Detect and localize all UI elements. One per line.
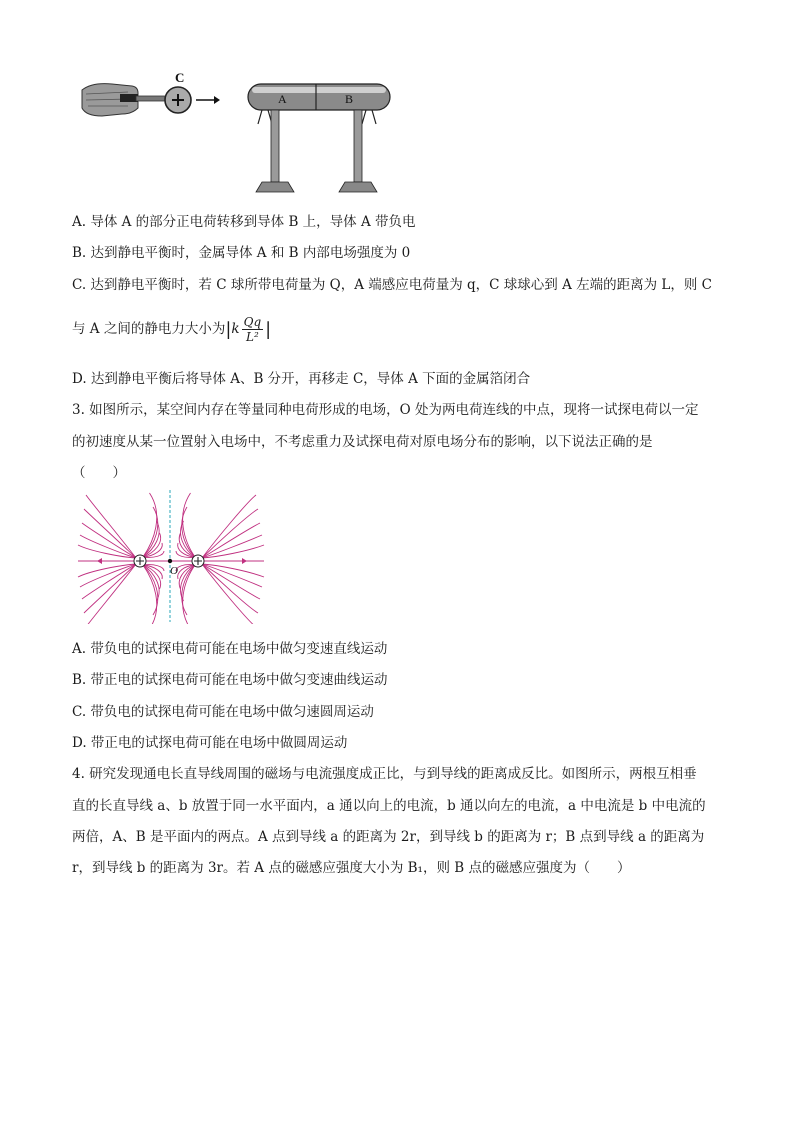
- q2-option-c-line1: C. 达到静电平衡时，若 C 球所带电荷量为 Q，A 端感应电荷量为 q，C 球球心到 A 左端的距离为 L，则 C: [72, 277, 713, 293]
- field-line: [202, 523, 260, 558]
- q2-option-a: A. 导体 A 的部分正电荷转移到导体 B 上，导体 A 带负电: [72, 214, 416, 230]
- q3-stem-line1: 3. 如图所示，某空间内存在等量同种电荷形成的电场，O 处为两电荷连线的中点，现将一试探电荷以一定: [72, 402, 699, 418]
- field-line: [202, 564, 256, 624]
- field-line: [84, 509, 136, 558]
- midpoint-o-label: O: [170, 565, 178, 577]
- field-line: [202, 509, 258, 558]
- insulating-rod: [136, 96, 166, 101]
- q4-line1: 4. 研究发现通电长直导线周围的磁场与电流强度成正比，与到导线的距离成反比。如图所示，两根互相垂: [72, 766, 697, 782]
- q2-option-c-line2: [72, 314, 271, 345]
- q3-option-b: B. 带正电的试探电荷可能在电场中做匀变速曲线运动: [72, 672, 388, 688]
- field-line: [202, 564, 260, 599]
- abs-right-bar: |: [265, 318, 272, 340]
- electrostatic-induction-figure: [72, 68, 402, 198]
- stand-a: [256, 110, 294, 192]
- q2-option-d: D. 达到静电平衡后将导体 A、B 分开，再移走 C，导体 A 下面的金属箔闭合: [72, 371, 531, 387]
- q3-option-d: D. 带正电的试探电荷可能在电场中做圆周运动: [72, 735, 348, 751]
- q4-line2: 直的长直导线 a、b 放置于同一水平面内，a 通以向上的电流，b 通以向左的电流，a 中电流是 b 中电流的: [72, 798, 706, 814]
- sphere-c: [165, 87, 191, 113]
- q4-line4: r，到导线 b 的距离为 3r。若 A 点的磁感应强度大小为 B₁，则 B 点的磁感应强度为（ ）: [72, 860, 631, 876]
- abs-left-bar: |: [225, 318, 232, 340]
- midpoint-o: [168, 559, 172, 563]
- field-line: [84, 564, 136, 613]
- field-line: [183, 493, 195, 557]
- field-line: [143, 565, 159, 601]
- foil-b: [362, 110, 376, 124]
- q4-line3: 两倍，A、B 是平面内的两点。A 点到导线 a 的距离为 2r，到导线 b 的距离为 r；B 点到导线 a 的距离为: [72, 829, 705, 845]
- conductor-a-label: A: [278, 92, 287, 106]
- foil-a: [258, 110, 272, 124]
- positive-charge-left: [134, 555, 146, 567]
- stand-b: [339, 110, 377, 192]
- fraction-denominator: L²: [245, 330, 259, 344]
- q3-option-c: C. 带负电的试探电荷可能在电场中做匀速圆周运动: [72, 704, 374, 720]
- conductor-b-label: B: [345, 92, 354, 106]
- field-line: [183, 565, 195, 624]
- sphere-c-label: C: [175, 70, 185, 85]
- q3-stem-line2: 的初速度从某一位置射入电场中，不考虑重力及试探电荷对原电场分布的影响，以下说法正确的是: [72, 434, 653, 450]
- hand-icon: [82, 84, 138, 116]
- arrow-right-icon: [196, 96, 220, 104]
- field-lines: [78, 493, 264, 624]
- conductor-ab: [248, 84, 390, 110]
- coulomb-fraction: [242, 315, 264, 344]
- q2-option-c-text: 与 A 之间的静电力大小为: [72, 321, 226, 337]
- coulomb-constant: k: [231, 321, 240, 337]
- q2-option-b: B. 达到静电平衡时，金属导体 A 和 B 内部电场强度为 0: [72, 245, 411, 261]
- q3-option-a: A. 带负电的试探电荷可能在电场中做匀变速直线运动: [72, 641, 388, 657]
- positive-charge-right: [192, 555, 204, 567]
- q3-stem-line3: （ ）: [72, 465, 126, 481]
- fraction-numerator: Qq: [243, 315, 262, 329]
- field-line: [202, 564, 258, 613]
- field-line: [143, 493, 157, 557]
- field-line: [143, 521, 159, 557]
- electric-field-lines-figure: [72, 488, 272, 624]
